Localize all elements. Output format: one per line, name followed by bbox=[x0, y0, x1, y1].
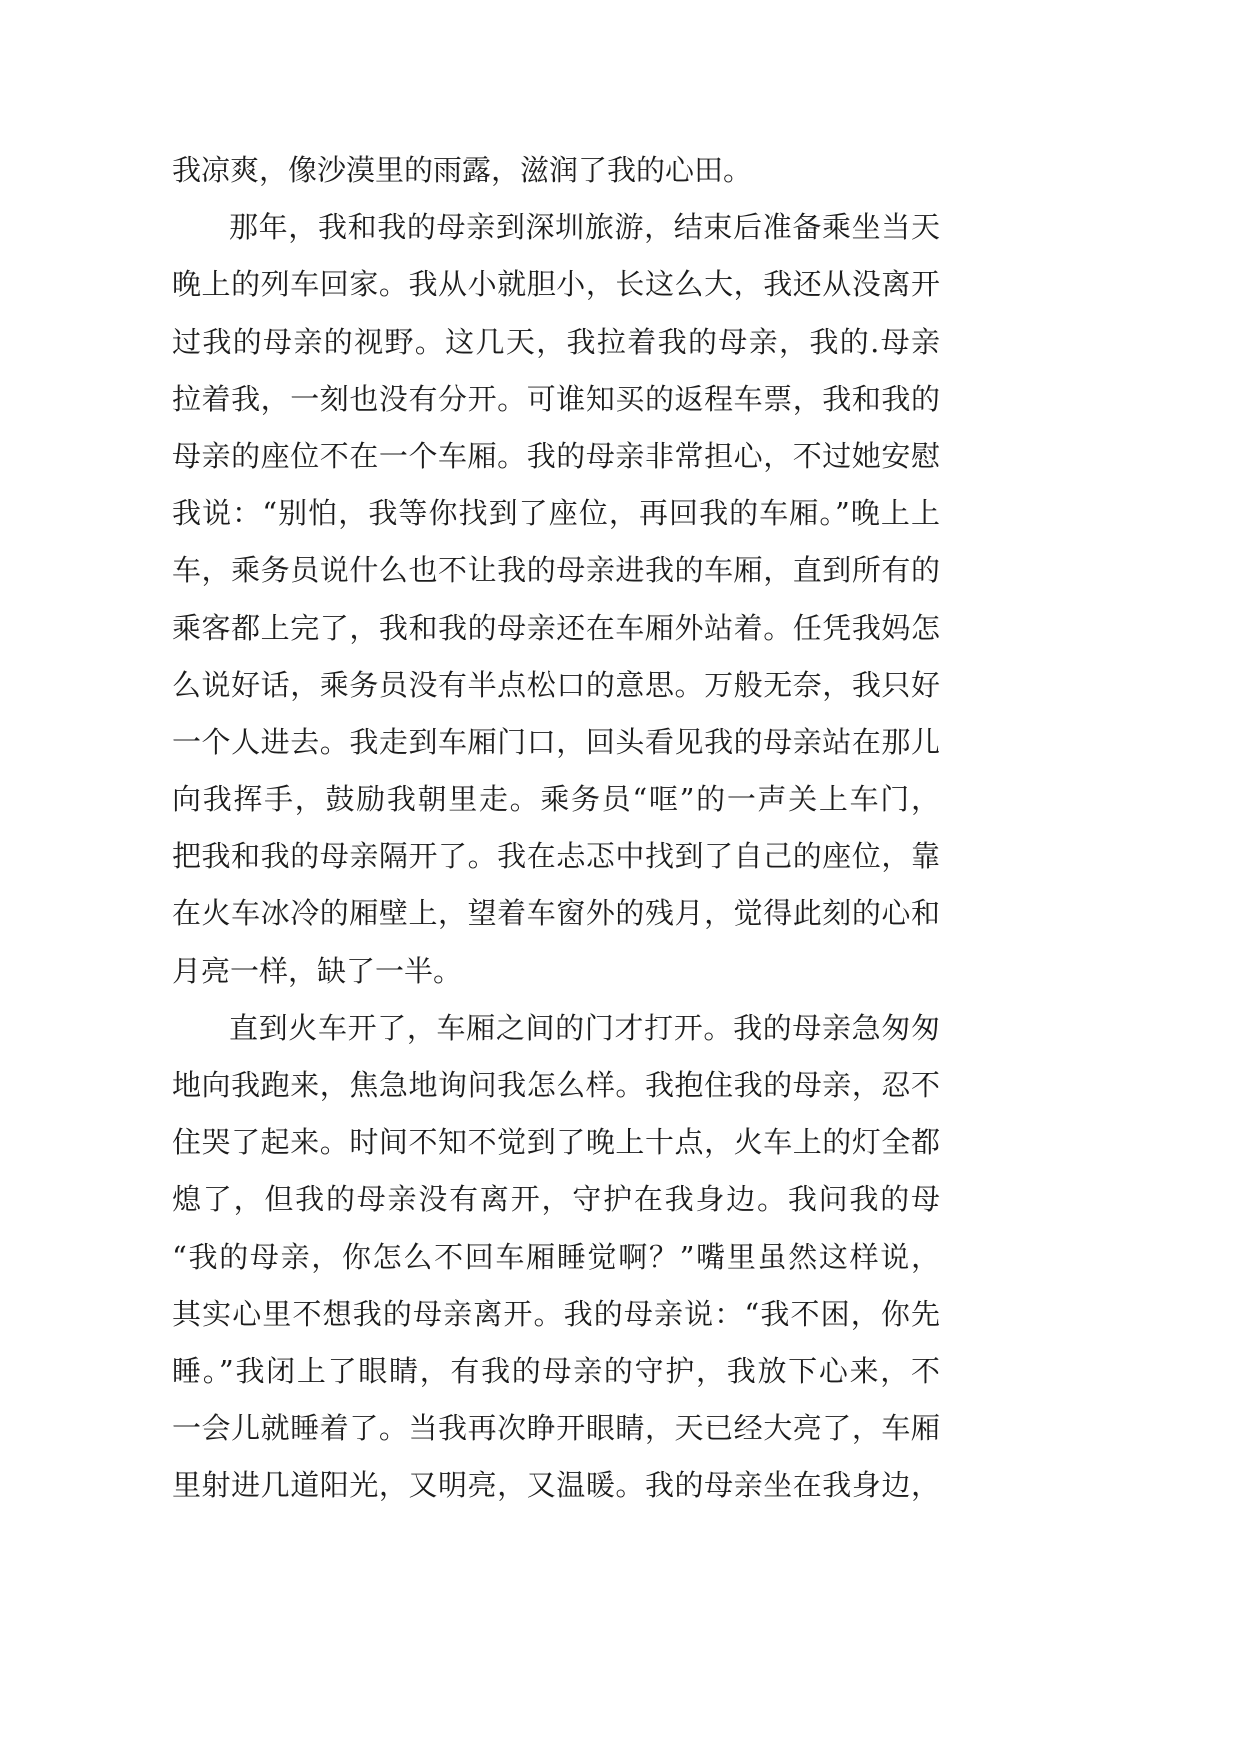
paragraph bbox=[172, 142, 940, 199]
text-line: 其实心里不想我的母亲离开。我的母亲说：“我不困，你先 bbox=[172, 1296, 940, 1331]
text-line: 月亮一样，缺了一半。 bbox=[172, 953, 463, 988]
text-line: 车，乘务员说什么也不让我的母亲进我的车厢，直到所有的 bbox=[172, 553, 940, 588]
text-line: 乘客都上完了，我和我的母亲还在车厢外站着。任凭我妈怎 bbox=[172, 610, 940, 645]
text-line: 熄了，但我的母亲没有离开，守护在我身边。我问我的母 bbox=[172, 1182, 940, 1217]
text-line: 么说好话，乘务员没有半点松口的意思。万般无奈，我只好 bbox=[172, 667, 940, 702]
text-line: 在火车冰冷的厢壁上，望着车窗外的残月，觉得此刻的心和 bbox=[172, 896, 940, 931]
text-line: 那年，我和我的母亲到深圳旅游，结束后准备乘坐当天 bbox=[229, 210, 940, 245]
text-line: 我凉爽，像沙漠里的雨露，滋润了我的心田。 bbox=[172, 153, 753, 187]
text-line: 一个人进去。我走到车厢门口，回头看见我的母亲站在那儿 bbox=[172, 724, 940, 759]
text-line: 一会儿就睡着了。当我再次睁开眼睛，天已经大亮了，车厢 bbox=[172, 1411, 940, 1446]
text-line: 晚上的列车回家。我从小就胆小，长这么大，我还从没离开 bbox=[172, 267, 940, 302]
text-line: 地向我跑来，焦急地询问我怎么样。我抱住我的母亲，忍不 bbox=[172, 1068, 940, 1102]
text-line: “我的母亲，你怎么不回车厢睡觉啊？”嘴里虽然这样说， bbox=[172, 1239, 940, 1274]
text-line: 过我的母亲的视野。这几天，我拉着我的母亲，我的.母亲 bbox=[172, 324, 940, 359]
text-line: 里射进几道阳光，又明亮，又温暖。我的母亲坐在我身边， bbox=[172, 1468, 940, 1503]
paragraph bbox=[172, 1000, 940, 1515]
body-text bbox=[172, 142, 940, 1515]
text-line: 拉着我，一刻也没有分开。可谁知买的返程车票，我和我的 bbox=[172, 381, 940, 416]
text-line: 母亲的座位不在一个车厢。我的母亲非常担心，不过她安慰 bbox=[172, 438, 940, 473]
text-line: 我说：“别怕，我等你找到了座位，再回我的车厢。”晚上上 bbox=[172, 496, 940, 531]
paragraph bbox=[172, 199, 940, 1000]
text-line: 直到火车开了，车厢之间的门才打开。我的母亲急匆匆 bbox=[229, 1010, 940, 1045]
text-line: 把我和我的母亲隔开了。我在忐忑中找到了自己的座位，靠 bbox=[172, 839, 940, 874]
text-line: 睡。”我闭上了眼睛，有我的母亲的守护，我放下心来，不 bbox=[172, 1353, 940, 1388]
text-line: 住哭了起来。时间不知不觉到了晚上十点，火车上的灯全都 bbox=[172, 1125, 940, 1160]
text-line: 向我挥手，鼓励我朝里走。乘务员“哐”的一声关上车门， bbox=[172, 782, 940, 817]
